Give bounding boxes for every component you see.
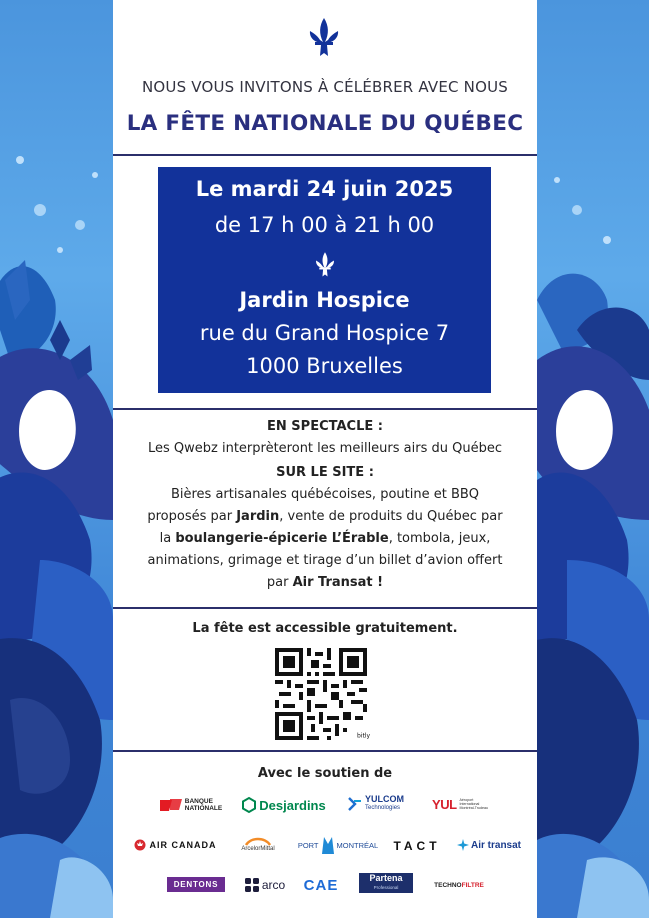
site-line-3: la boulangerie-épicerie L’Érable, tombola, jeux, (159, 531, 491, 546)
qr-caption: bitly (357, 732, 371, 740)
event-street: rue du Grand Hospice 7 (199, 321, 450, 345)
cae-logo: CAE (303, 876, 339, 894)
site-line-2: proposés par Jardin, vente de produits du Québec par (147, 509, 503, 524)
show-text: Les Qwebz interprèteront les meilleurs airs du Québec (148, 441, 502, 456)
technofiltre-logo: TECHNO FILTRE (434, 881, 484, 889)
invitation-text: NOUS VOUS INVITONS À CÉLÉBRER AVEC NOUS (142, 78, 508, 96)
qr-code[interactable] (275, 648, 371, 740)
site-heading: SUR LE SITE : (276, 465, 374, 480)
event-time: de 17 h 00 à 21 h 00 (214, 213, 435, 237)
event-date: Le mardi 24 juin 2025 (195, 177, 454, 201)
air-canada-logo: AIR CANADA (129, 836, 221, 854)
air-transat-logo: Air transat (453, 836, 525, 854)
yul-airport-logo: YUL Aéroport International Montréal-Trudeau (432, 796, 488, 812)
arcelormittal-logo: ArcelorMittal (231, 832, 285, 856)
dentons-logo: DENTONS (167, 877, 225, 892)
arco-logo: arco (241, 876, 289, 894)
show-section (113, 416, 537, 594)
tact-logo: TACT (393, 839, 441, 853)
divider (113, 750, 537, 752)
divider (113, 154, 537, 156)
show-heading: EN SPECTACLE : (267, 419, 383, 434)
free-entry-text: La fête est accessible gratuitement. (192, 621, 458, 636)
site-line-1: Bières artisanales québécoises, poutine et BBQ (170, 487, 480, 502)
fleur-de-lis-icon (306, 16, 342, 60)
port-montreal-logo: PORT MONTRÉAL (297, 834, 379, 856)
page-title: LA FÊTE NATIONALE DU QUÉBEC (126, 111, 524, 136)
site-line-4: animations, grimage et tirage d’un billet d’avion offert (147, 553, 503, 568)
event-venue: Jardin Hospice (239, 288, 410, 312)
fleur-de-lis-icon (313, 251, 337, 279)
event-details-box (158, 167, 491, 393)
right-decorative-panel (537, 0, 649, 918)
flyer-sheet (113, 0, 537, 918)
partena-logo: Partena Professional (359, 873, 413, 893)
sponsors-heading: Avec le soutien de (257, 766, 393, 781)
divider (113, 607, 537, 609)
banque-nationale-logo: BANQUE NATIONALE (157, 795, 225, 815)
event-city: 1000 Bruxelles (246, 354, 403, 378)
left-decorative-panel (0, 0, 113, 918)
site-line-5: par Air Transat ! (266, 575, 384, 590)
desjardins-logo: Desjardins (239, 795, 329, 815)
yulcom-logo: YULCOM Technologies (343, 793, 409, 815)
divider (113, 408, 537, 410)
